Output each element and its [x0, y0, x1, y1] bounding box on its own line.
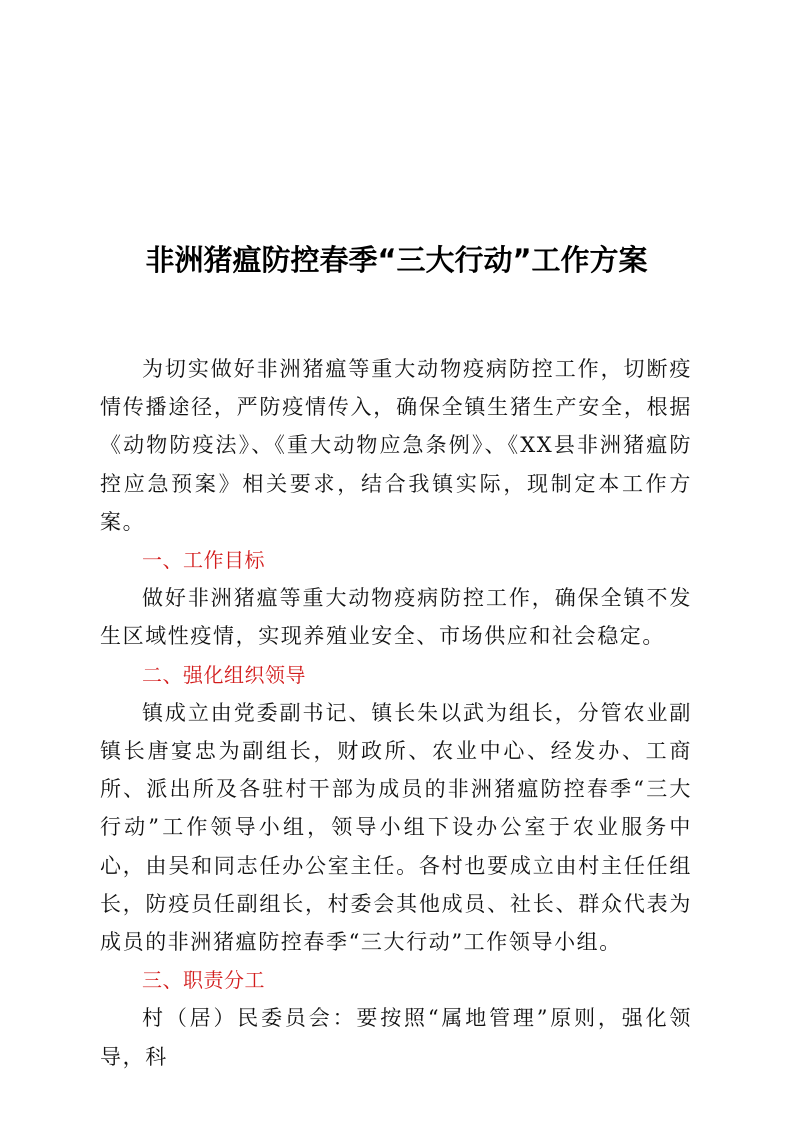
- document-title: 非洲猪瘟防控春季“三大行动”工作方案: [145, 243, 648, 277]
- intro-paragraph: 为切实做好非洲猪瘟等重大动物疫病防控工作，切断疫情传播途径，严防疫情传入，确保全镇生猪生产安全，根据《动物防疫法》、《重大动物应急条例》、《XX县非洲猪瘟防控应急预案》相关要求，结合我镇实际，现制定本工作方案。: [100, 357, 692, 534]
- section-heading-leadership: 二、强化组织领导: [142, 662, 306, 687]
- section-body-goals: 做好非洲猪瘟等重大动物疫病防控工作，确保全镇不发生区域性疫情，实现养殖业安全、市场供应和社会稳定。: [100, 586, 692, 649]
- section-heading-duties: 三、职责分工: [142, 968, 265, 993]
- section-body-duties: 村（居）民委员会：要按照“属地管理”原则，强化领导，科: [100, 1006, 692, 1069]
- document-body: [100, 350, 692, 1076]
- section-heading-goals: 一、工作目标: [142, 548, 265, 573]
- section-body-leadership: 镇成立由党委副书记、镇长朱以武为组长，分管农业副镇长唐宴忠为副组长，财政所、农业中心、经发办、工商所、派出所及各驻村干部为成员的非洲猪瘟防控春季“三大行动”工作领导小组，领导小组下设办公室于农业服务中心，由吴和同志任办公室主任。各村也要成立由村主任任组长，防疫员任副组长，村委会其他成员、社长、群众代表为成员的非洲猪瘟防控春季“三大行动”工作领导小组。: [100, 700, 692, 955]
